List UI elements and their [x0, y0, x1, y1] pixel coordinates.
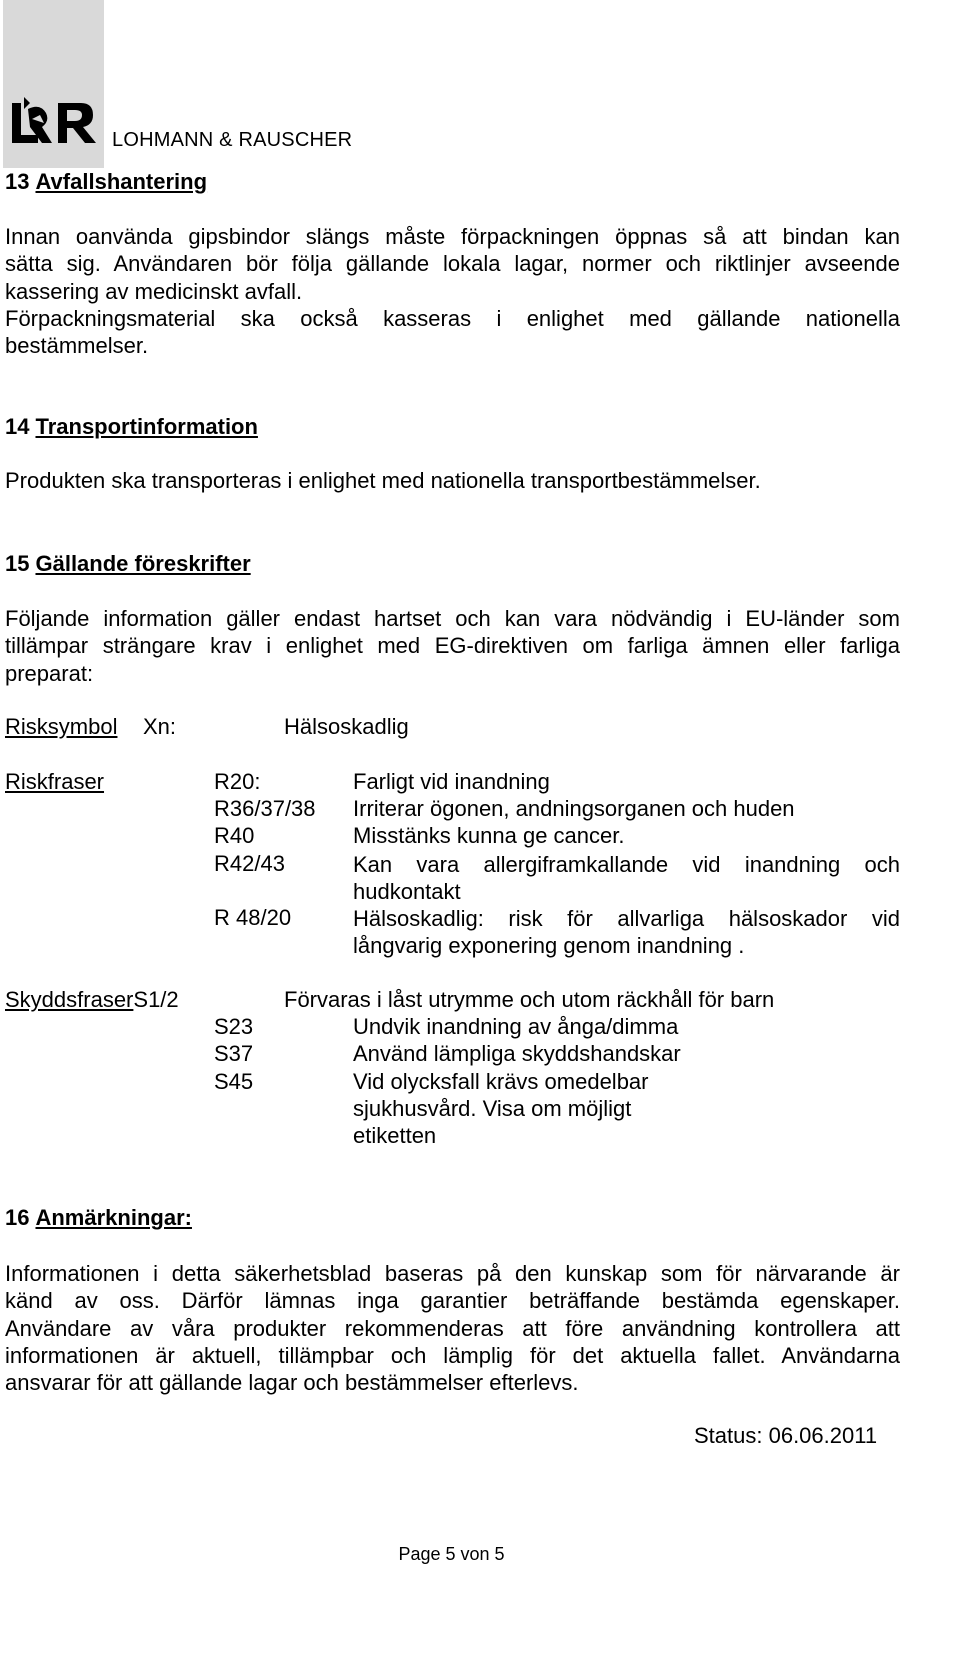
risk-code: R 48/20 [214, 905, 292, 930]
safety-code: S37 [214, 1041, 254, 1066]
section-title: Transportinformation [35, 414, 258, 439]
safety-code: S23 [214, 1014, 254, 1039]
section-13-body [5, 223, 900, 359]
safety-code: S1/2 [133, 987, 179, 1012]
safety-code: S45 [214, 1069, 254, 1094]
text-line: bestämmelser. [5, 333, 149, 359]
safety-text: Använd lämpliga skyddshandskar [353, 1041, 681, 1066]
section-14-body: Produkten ska transporteras i enlighet med nationella transportbestämmelser. [5, 468, 761, 493]
risk-text: Misstänks kunna ge cancer. [353, 823, 625, 848]
safety-text: Undvik inandning av ånga/dimma [353, 1014, 679, 1039]
section-13-heading [5, 169, 207, 195]
text-line: Hälsoskadlig: risk för allvarliga hälsoskador vid [353, 906, 900, 931]
risk-text [353, 851, 900, 906]
text-line: Kan vara allergiframkallande vid inandning och [353, 852, 900, 877]
safety-text: etiketten [353, 1123, 437, 1148]
text-line: sätta sig. Användaren bör följa gällande lokala lagar, normer och riktlinjer avseende [5, 251, 900, 277]
status-date: Status: 06.06.2011 [694, 1423, 878, 1448]
riskfraser-label: Riskfraser [5, 769, 105, 794]
risk-text: Irriterar ögonen, andningsorganen och huden [353, 796, 795, 821]
text-line: Innan oanvända gipsbindor slängs måste förpackningen öppnas så att bindan kan [5, 224, 900, 249]
safety-text: Förvaras i låst utrymme och utom räckhåll för barn [284, 987, 775, 1012]
skyddsfraser-row [5, 987, 179, 1013]
section-number: 13 [5, 169, 30, 194]
text-line: långvarig exponering genom inandning . [353, 933, 745, 959]
risk-code: R42/43 [214, 851, 285, 876]
text-line: Följande information gäller endast hartset och kan vara nödvändig i EU-länder som [5, 606, 900, 631]
risksymbol-text: Hälsoskadlig [284, 714, 409, 739]
safety-text: Vid olycksfall krävs omedelbar [353, 1069, 649, 1094]
text-line: Användare av våra produkter rekommenderas att före användning kontrollera att [5, 1315, 900, 1341]
text-line: kassering av medicinskt avfall. [5, 278, 303, 304]
text-line: ansvarar för att gällande lagar och bestämmelser efterlevs. [5, 1370, 579, 1396]
risk-code: R20: [214, 769, 261, 794]
section-title: Anmärkningar: [35, 1205, 192, 1230]
risksymbol-code: Xn: [143, 714, 177, 739]
risk-text: Farligt vid inandning [353, 769, 550, 794]
text-line: känd av oss. Därför lämnas inga garantier beträffande bestämda egenskaper. [5, 1288, 900, 1314]
section-title: Gällande föreskrifter [35, 551, 251, 576]
text-line: preparat: [5, 660, 94, 686]
section-title: Avfallshantering [35, 169, 208, 194]
section-14-heading [5, 414, 258, 440]
risk-text [353, 905, 900, 960]
text-line: tillämpar strängare krav i enlighet med EG-direktiven om farliga ämnen eller farliga [5, 633, 900, 659]
risk-code: R36/37/38 [214, 796, 316, 821]
section-number: 14 [5, 414, 30, 439]
section-16-heading [5, 1205, 192, 1231]
section-number: 15 [5, 551, 30, 576]
company-name: LOHMANN & RAUSCHER [112, 129, 353, 151]
text-line: Informationen i detta säkerhetsblad baseras på den kunskap som för närvarande är [5, 1261, 900, 1286]
risk-code: R40 [214, 823, 255, 848]
section-15-intro [5, 605, 900, 687]
page-footer: Page 5 von 5 [398, 1544, 505, 1564]
skyddsfraser-label: Skyddsfraser [5, 987, 134, 1012]
risksymbol-label: Risksymbol [5, 714, 118, 739]
text-line: hudkontakt [353, 879, 461, 905]
section-15-heading [5, 551, 251, 577]
text-line: informationen är aktuell, tillämpbar och lämplig för det aktuella fallet. Användarna [5, 1342, 900, 1368]
lr-logo-icon [10, 95, 96, 151]
section-number: 16 [5, 1205, 30, 1230]
safety-text: sjukhusvård. Visa om möjligt [353, 1096, 632, 1121]
section-16-body [5, 1260, 900, 1396]
text-line: Förpackningsmaterial ska också kasseras i enlighet med gällande nationella [5, 305, 900, 331]
